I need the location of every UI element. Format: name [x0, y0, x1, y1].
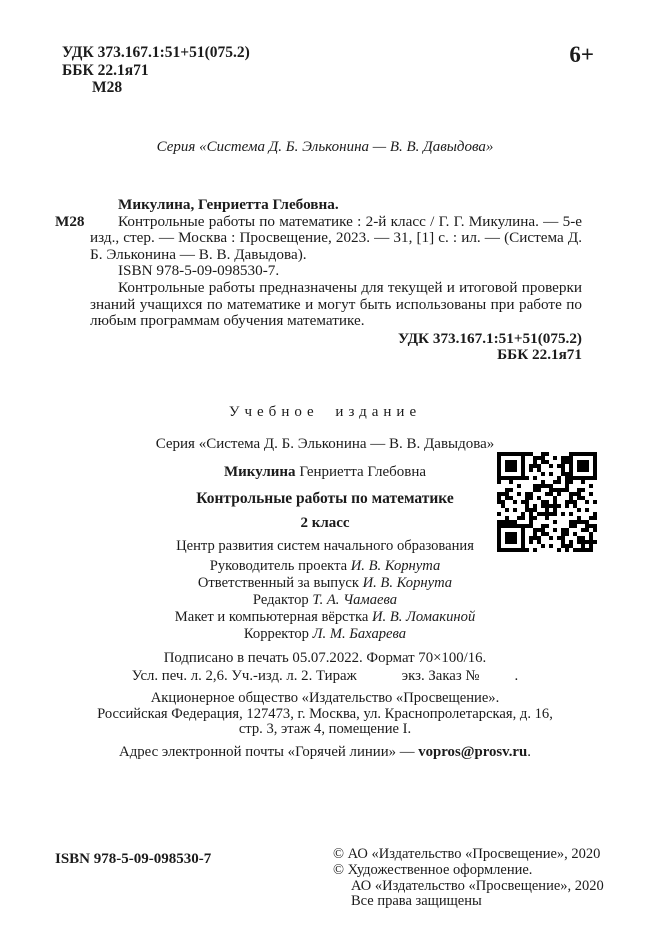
copyright-line-rights: Все права защищены: [351, 893, 482, 910]
staff-role: Макет и компьютерная вёрстка: [174, 609, 369, 625]
edition-type-label: Учебное издание: [228, 404, 422, 420]
staff-credit-proofreader: [0, 626, 650, 643]
udk-code: УДК 373.167.1:51+51(075.2): [62, 44, 250, 61]
bib-entry: [55, 196, 582, 364]
book-title: Контрольные работы по математике: [196, 490, 454, 507]
staff-credit-editor: [0, 592, 650, 609]
hotline-email-line: [0, 744, 650, 761]
staff-role: Корректор: [243, 626, 309, 642]
print-info-line1: Подписано в печать 05.07.2022. Формат 70×100/16.: [163, 650, 487, 666]
hotline-email: vopros@prosv.ru: [418, 743, 528, 760]
print-info-part2: экз. Заказ №: [401, 668, 480, 684]
series-line-top: Серия «Система Д. Б. Эльконина — В. В. Давыдова»: [156, 139, 494, 155]
grade-label: 2 класс: [300, 515, 350, 531]
staff-role: Редактор: [252, 592, 309, 608]
staff-name: И. В. Корнута: [362, 575, 453, 591]
age-rating-badge: 6+: [569, 42, 594, 67]
print-info-part3: .: [514, 668, 519, 684]
bbk-code: ББК 22.1я71: [62, 61, 149, 79]
staff-name: Л. М. Бахарева: [312, 626, 407, 642]
copyright-line-publisher: © АО «Издательство «Просвещение», 2020: [333, 846, 601, 862]
staff-credits: [0, 558, 650, 643]
staff-name: И. В. Ломакиной: [372, 609, 476, 625]
bib-margin-code: М28: [55, 213, 85, 230]
publisher-block: [0, 691, 650, 738]
bib-bbk-code: ББК 22.1я71: [497, 346, 582, 364]
bib-author: Микулина, Генриетта Глебовна.: [118, 196, 339, 213]
footer-isbn: ISBN 978-5-09-098530-7: [55, 851, 212, 867]
center-label: Центр развития систем начального образования: [176, 538, 474, 554]
publisher-address-line2: стр. 3, этаж 4, помещение I.: [238, 721, 412, 737]
bib-description: Контрольные работы по математике : 2-й класс / Г. Г. Микулина. — 5-е изд., стер. — Москва : Просвещение, 2023. — 31, [1] с. : ил. — (Система Д. Б. Эльконина — В. В. Давыдова).: [90, 212, 582, 263]
header-codes: [62, 44, 250, 97]
bib-annotation: Контрольные работы предназначены для текущей и итоговой проверки знаний учащихся по математике и могут быть использованы при работе по любым программам обучения математике.: [90, 278, 582, 330]
hotline-email-label: Адрес электронной почты «Горячей линии» —: [119, 743, 419, 760]
bib-isbn: ISBN 978-5-09-098530-7.: [118, 262, 280, 280]
hotline-email-suffix: .: [527, 743, 531, 760]
publisher-name: Акционерное общество «Издательство «Просвещение».: [150, 690, 500, 706]
staff-name: И. В. Корнута: [350, 558, 441, 574]
bib-udk-code: УДК 373.167.1:51+51(075.2): [398, 329, 582, 347]
staff-credit-layout: [0, 609, 650, 626]
copyright-line-artwork-publisher: АО «Издательство «Просвещение», 2020: [351, 877, 604, 894]
edition-author-name: Генриетта Глебовна: [299, 464, 426, 480]
staff-role: Ответственный за выпуск: [197, 575, 359, 591]
staff-credit-release-manager: [0, 575, 650, 592]
print-info-part1: Усл. печ. л. 2,6. Уч.-изд. л. 2. Тираж: [131, 668, 357, 684]
bib-codes: [90, 331, 582, 364]
edition-author-surname: Микулина: [224, 464, 296, 480]
print-info-line2: [0, 667, 650, 685]
publisher-address-line1: Российская Федерация, 127473, г. Москва, ул. Краснопролетарская, д. 16,: [97, 705, 553, 722]
staff-credit-project-lead: [0, 558, 650, 575]
qr-code: [497, 452, 597, 552]
copyright-block: [333, 847, 604, 910]
staff-name: Т. А. Чамаева: [312, 592, 398, 608]
staff-role: Руководитель проекта: [209, 558, 348, 574]
author-sign-code: М28: [92, 79, 123, 96]
copyright-line-artwork: © Художественное оформление.: [333, 861, 533, 878]
series-line-edition: Серия «Система Д. Б. Эльконина — В. В. Давыдова»: [155, 436, 495, 452]
